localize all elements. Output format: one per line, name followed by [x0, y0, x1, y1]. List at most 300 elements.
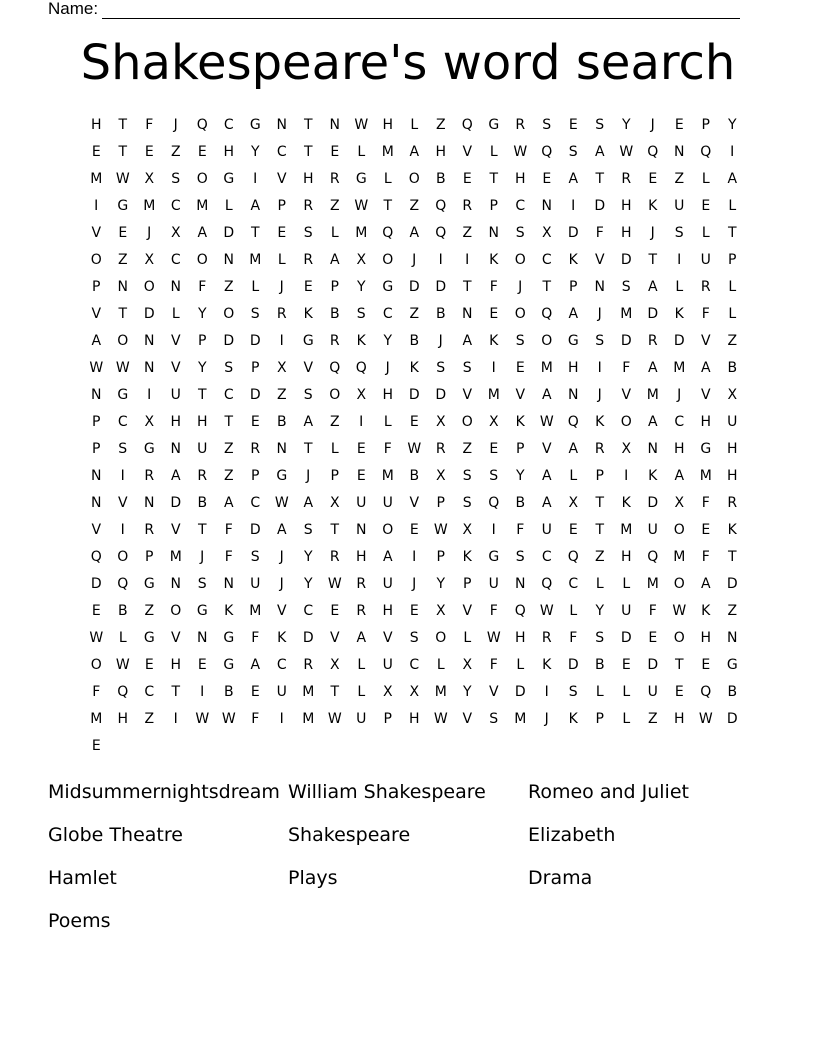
grid-letter[interactable]: S: [171, 171, 181, 187]
grid-letter[interactable]: S: [303, 225, 313, 241]
grid-letter[interactable]: H: [726, 441, 738, 457]
grid-letter[interactable]: U: [674, 198, 685, 214]
grid-letter[interactable]: M: [673, 360, 686, 376]
grid-letter[interactable]: V: [621, 387, 632, 403]
grid-letter[interactable]: A: [250, 198, 261, 214]
grid-letter[interactable]: W: [221, 711, 236, 727]
grid-letter[interactable]: H: [196, 414, 208, 430]
grid-letter[interactable]: D: [567, 225, 579, 241]
grid-letter[interactable]: H: [673, 711, 685, 727]
grid-letter[interactable]: T: [118, 306, 128, 322]
grid-letter[interactable]: L: [277, 252, 286, 268]
grid-letter[interactable]: N: [223, 252, 234, 268]
grid-letter[interactable]: B: [276, 414, 287, 430]
grid-letter[interactable]: U: [382, 576, 393, 592]
grid-letter[interactable]: H: [170, 657, 182, 673]
grid-letter[interactable]: L: [357, 144, 366, 160]
grid-letter[interactable]: Q: [647, 144, 659, 160]
grid-letter[interactable]: E: [144, 657, 154, 673]
grid-letter[interactable]: S: [250, 306, 260, 322]
grid-letter[interactable]: E: [330, 603, 340, 619]
grid-letter[interactable]: M: [673, 549, 686, 565]
grid-letter[interactable]: G: [143, 576, 155, 592]
grid-letter[interactable]: X: [674, 495, 685, 511]
grid-letter[interactable]: M: [646, 576, 659, 592]
grid-letter[interactable]: V: [170, 630, 181, 646]
grid-letter[interactable]: O: [143, 279, 155, 295]
grid-letter[interactable]: S: [621, 279, 631, 295]
grid-letter[interactable]: E: [674, 684, 684, 700]
grid-letter[interactable]: T: [674, 657, 684, 673]
grid-letter[interactable]: N: [674, 144, 685, 160]
grid-letter[interactable]: V: [91, 225, 102, 241]
grid-letter[interactable]: T: [462, 279, 472, 295]
grid-letter[interactable]: E: [91, 603, 101, 619]
grid-letter[interactable]: X: [329, 657, 340, 673]
grid-letter[interactable]: O: [223, 306, 235, 322]
grid-letter[interactable]: X: [488, 414, 499, 430]
grid-letter[interactable]: L: [224, 198, 233, 214]
grid-letter[interactable]: T: [727, 225, 737, 241]
grid-letter[interactable]: E: [462, 171, 472, 187]
grid-letter[interactable]: S: [489, 711, 499, 727]
grid-letter[interactable]: X: [144, 414, 155, 430]
grid-letter[interactable]: Y: [621, 117, 631, 133]
grid-letter[interactable]: D: [408, 279, 420, 295]
grid-letter[interactable]: F: [701, 306, 710, 322]
grid-letter[interactable]: P: [728, 252, 737, 268]
grid-letter[interactable]: E: [250, 414, 260, 430]
grid-letter[interactable]: O: [673, 576, 685, 592]
grid-letter[interactable]: D: [620, 252, 632, 268]
grid-letter[interactable]: I: [94, 198, 99, 214]
grid-letter[interactable]: Z: [223, 441, 234, 457]
grid-letter[interactable]: X: [356, 387, 367, 403]
grid-letter[interactable]: W: [115, 171, 130, 187]
grid-letter[interactable]: Y: [383, 333, 393, 349]
grid-letter[interactable]: F: [92, 684, 101, 700]
grid-letter[interactable]: Y: [197, 306, 207, 322]
grid-letter[interactable]: C: [568, 576, 579, 592]
grid-letter[interactable]: K: [595, 414, 605, 430]
grid-letter[interactable]: U: [541, 522, 552, 538]
grid-letter[interactable]: E: [648, 171, 658, 187]
grid-letter[interactable]: V: [462, 711, 473, 727]
grid-letter[interactable]: U: [356, 495, 367, 511]
grid-letter[interactable]: S: [462, 468, 472, 484]
grid-letter[interactable]: P: [595, 468, 604, 484]
grid-letter[interactable]: A: [250, 657, 261, 673]
grid-letter[interactable]: S: [224, 360, 234, 376]
grid-letter[interactable]: Y: [356, 279, 366, 295]
grid-letter[interactable]: O: [170, 603, 182, 619]
grid-letter[interactable]: V: [303, 360, 314, 376]
grid-letter[interactable]: J: [147, 225, 152, 241]
grid-letter[interactable]: E: [568, 117, 578, 133]
grid-letter[interactable]: W: [274, 495, 289, 511]
grid-letter[interactable]: M: [169, 549, 182, 565]
grid-letter[interactable]: A: [409, 144, 420, 160]
grid-letter[interactable]: P: [330, 279, 339, 295]
grid-letter[interactable]: B: [409, 468, 420, 484]
grid-letter[interactable]: E: [409, 603, 419, 619]
grid-letter[interactable]: Z: [409, 198, 420, 214]
grid-letter[interactable]: L: [595, 684, 604, 700]
grid-letter[interactable]: S: [356, 306, 366, 322]
grid-letter[interactable]: H: [700, 630, 712, 646]
grid-letter[interactable]: T: [595, 171, 605, 187]
grid-letter[interactable]: P: [92, 279, 101, 295]
grid-letter[interactable]: S: [568, 684, 578, 700]
grid-letter[interactable]: S: [595, 333, 605, 349]
grid-letter[interactable]: S: [303, 387, 313, 403]
grid-letter[interactable]: G: [196, 603, 208, 619]
grid-letter[interactable]: R: [647, 333, 658, 349]
grid-letter[interactable]: P: [701, 117, 710, 133]
grid-letter[interactable]: V: [462, 144, 473, 160]
grid-letter[interactable]: X: [356, 252, 367, 268]
grid-letter[interactable]: D: [90, 576, 102, 592]
grid-letter[interactable]: Y: [303, 576, 313, 592]
grid-letter[interactable]: N: [197, 630, 208, 646]
grid-letter[interactable]: V: [488, 684, 499, 700]
grid-letter[interactable]: M: [620, 522, 633, 538]
grid-letter[interactable]: R: [197, 468, 208, 484]
grid-letter[interactable]: G: [488, 117, 500, 133]
grid-letter[interactable]: K: [303, 306, 313, 322]
grid-letter[interactable]: E: [91, 144, 101, 160]
grid-letter[interactable]: U: [647, 522, 658, 538]
grid-letter[interactable]: I: [677, 252, 682, 268]
grid-letter[interactable]: K: [568, 711, 578, 727]
grid-letter[interactable]: R: [329, 333, 340, 349]
grid-letter[interactable]: I: [544, 684, 549, 700]
grid-letter[interactable]: M: [143, 198, 156, 214]
grid-letter[interactable]: C: [276, 144, 287, 160]
grid-letter[interactable]: J: [279, 279, 284, 295]
grid-letter[interactable]: M: [434, 684, 447, 700]
name-underline[interactable]: [102, 0, 740, 19]
grid-letter[interactable]: E: [409, 522, 419, 538]
grid-letter[interactable]: H: [355, 549, 367, 565]
grid-letter[interactable]: X: [727, 387, 738, 403]
grid-letter[interactable]: C: [170, 252, 181, 268]
grid-letter[interactable]: M: [90, 171, 103, 187]
grid-letter[interactable]: L: [383, 171, 392, 187]
grid-letter[interactable]: E: [118, 225, 128, 241]
grid-letter[interactable]: E: [409, 414, 419, 430]
grid-letter[interactable]: K: [568, 252, 578, 268]
grid-letter[interactable]: N: [170, 576, 181, 592]
grid-letter[interactable]: I: [279, 333, 284, 349]
grid-letter[interactable]: F: [198, 279, 207, 295]
grid-letter[interactable]: I: [279, 711, 284, 727]
grid-letter[interactable]: P: [92, 441, 101, 457]
grid-letter[interactable]: L: [463, 630, 472, 646]
grid-letter[interactable]: T: [595, 522, 605, 538]
grid-letter[interactable]: N: [117, 279, 128, 295]
grid-letter[interactable]: V: [276, 603, 287, 619]
grid-letter[interactable]: R: [276, 306, 287, 322]
grid-letter[interactable]: Q: [435, 225, 447, 241]
grid-letter[interactable]: L: [701, 225, 710, 241]
grid-letter[interactable]: K: [674, 306, 684, 322]
grid-letter[interactable]: J: [518, 279, 523, 295]
grid-letter[interactable]: Q: [196, 117, 208, 133]
grid-letter[interactable]: L: [595, 576, 604, 592]
grid-letter[interactable]: A: [568, 306, 579, 322]
grid-letter[interactable]: D: [726, 711, 738, 727]
grid-letter[interactable]: H: [170, 414, 182, 430]
grid-letter[interactable]: Q: [90, 549, 102, 565]
grid-letter[interactable]: W: [433, 522, 448, 538]
grid-letter[interactable]: E: [250, 684, 260, 700]
grid-letter[interactable]: D: [594, 198, 606, 214]
grid-letter[interactable]: Z: [276, 387, 287, 403]
grid-letter[interactable]: Q: [700, 684, 712, 700]
grid-letter[interactable]: K: [489, 252, 499, 268]
grid-letter[interactable]: D: [620, 630, 632, 646]
grid-letter[interactable]: N: [727, 630, 738, 646]
grid-letter[interactable]: G: [223, 657, 235, 673]
grid-letter[interactable]: J: [650, 117, 655, 133]
grid-letter[interactable]: E: [674, 117, 684, 133]
grid-letter[interactable]: D: [435, 387, 447, 403]
grid-letter[interactable]: U: [170, 387, 181, 403]
grid-letter[interactable]: W: [327, 711, 342, 727]
grid-letter[interactable]: T: [542, 279, 552, 295]
grid-letter[interactable]: E: [568, 522, 578, 538]
grid-letter[interactable]: D: [223, 333, 235, 349]
grid-letter[interactable]: M: [514, 711, 527, 727]
grid-letter[interactable]: W: [619, 144, 634, 160]
grid-letter[interactable]: S: [462, 360, 472, 376]
grid-letter[interactable]: Q: [488, 495, 500, 511]
grid-letter[interactable]: H: [435, 144, 447, 160]
grid-letter[interactable]: F: [516, 522, 525, 538]
grid-letter[interactable]: N: [488, 225, 499, 241]
grid-letter[interactable]: I: [359, 414, 364, 430]
grid-letter[interactable]: K: [489, 333, 499, 349]
grid-letter[interactable]: O: [461, 414, 473, 430]
grid-letter[interactable]: X: [144, 252, 155, 268]
grid-letter[interactable]: T: [303, 144, 313, 160]
grid-letter[interactable]: G: [302, 333, 314, 349]
grid-letter[interactable]: C: [144, 684, 155, 700]
grid-letter[interactable]: L: [516, 657, 525, 673]
grid-letter[interactable]: E: [91, 738, 101, 754]
grid-letter[interactable]: Q: [355, 360, 367, 376]
grid-letter[interactable]: Z: [727, 603, 738, 619]
grid-letter[interactable]: D: [302, 630, 314, 646]
grid-letter[interactable]: S: [462, 495, 472, 511]
grid-letter[interactable]: T: [224, 414, 234, 430]
grid-letter[interactable]: R: [303, 252, 314, 268]
grid-letter[interactable]: T: [383, 198, 393, 214]
grid-letter[interactable]: R: [621, 171, 632, 187]
grid-letter[interactable]: V: [382, 630, 393, 646]
grid-letter[interactable]: I: [730, 144, 735, 160]
grid-letter[interactable]: E: [542, 171, 552, 187]
grid-letter[interactable]: W: [354, 198, 369, 214]
grid-letter[interactable]: Q: [541, 144, 553, 160]
grid-letter[interactable]: V: [329, 630, 340, 646]
grid-letter[interactable]: S: [515, 333, 525, 349]
grid-letter[interactable]: A: [197, 225, 208, 241]
grid-letter[interactable]: L: [436, 657, 445, 673]
grid-letter[interactable]: A: [409, 225, 420, 241]
grid-letter[interactable]: D: [435, 279, 447, 295]
grid-letter[interactable]: N: [541, 198, 552, 214]
grid-letter[interactable]: R: [303, 198, 314, 214]
grid-letter[interactable]: N: [170, 441, 181, 457]
grid-letter[interactable]: H: [382, 117, 394, 133]
grid-letter[interactable]: F: [595, 225, 604, 241]
grid-letter[interactable]: F: [145, 117, 154, 133]
grid-letter[interactable]: V: [91, 306, 102, 322]
grid-letter[interactable]: D: [408, 387, 420, 403]
grid-letter[interactable]: O: [382, 522, 394, 538]
grid-letter[interactable]: S: [489, 468, 499, 484]
grid-letter[interactable]: E: [356, 441, 366, 457]
grid-letter[interactable]: X: [462, 522, 473, 538]
grid-letter[interactable]: S: [303, 522, 313, 538]
grid-letter[interactable]: P: [463, 576, 472, 592]
grid-letter[interactable]: Z: [727, 333, 738, 349]
grid-letter[interactable]: W: [89, 360, 104, 376]
grid-letter[interactable]: I: [120, 468, 125, 484]
grid-letter[interactable]: O: [117, 333, 129, 349]
grid-letter[interactable]: Q: [435, 198, 447, 214]
grid-letter[interactable]: Q: [382, 225, 394, 241]
grid-letter[interactable]: C: [276, 657, 287, 673]
grid-letter[interactable]: H: [408, 711, 420, 727]
grid-letter[interactable]: G: [726, 657, 738, 673]
grid-letter[interactable]: N: [91, 387, 102, 403]
grid-letter[interactable]: A: [541, 387, 552, 403]
grid-letter[interactable]: L: [489, 144, 498, 160]
grid-letter[interactable]: I: [571, 198, 576, 214]
grid-letter[interactable]: V: [170, 333, 181, 349]
grid-letter[interactable]: A: [700, 360, 711, 376]
grid-letter[interactable]: L: [728, 198, 737, 214]
grid-letter[interactable]: J: [650, 225, 655, 241]
grid-letter[interactable]: Z: [329, 198, 340, 214]
grid-letter[interactable]: X: [170, 225, 181, 241]
grid-letter[interactable]: O: [196, 252, 208, 268]
grid-letter[interactable]: E: [701, 522, 711, 538]
grid-letter[interactable]: U: [647, 684, 658, 700]
grid-letter[interactable]: Z: [144, 603, 155, 619]
grid-letter[interactable]: L: [701, 171, 710, 187]
grid-letter[interactable]: L: [569, 603, 578, 619]
grid-letter[interactable]: G: [143, 630, 155, 646]
grid-letter[interactable]: U: [356, 711, 367, 727]
grid-letter[interactable]: A: [356, 630, 367, 646]
grid-letter[interactable]: K: [224, 603, 234, 619]
grid-letter[interactable]: V: [409, 495, 420, 511]
grid-letter[interactable]: A: [91, 333, 102, 349]
grid-letter[interactable]: N: [329, 117, 340, 133]
grid-letter[interactable]: T: [171, 684, 181, 700]
grid-letter[interactable]: G: [567, 333, 579, 349]
grid-letter[interactable]: M: [355, 225, 368, 241]
grid-letter[interactable]: W: [539, 603, 554, 619]
grid-letter[interactable]: R: [462, 198, 473, 214]
grid-letter[interactable]: P: [145, 549, 154, 565]
grid-letter[interactable]: H: [514, 171, 526, 187]
grid-letter[interactable]: G: [700, 441, 712, 457]
grid-letter[interactable]: K: [277, 630, 287, 646]
grid-letter[interactable]: U: [727, 414, 738, 430]
grid-letter[interactable]: S: [542, 117, 552, 133]
grid-letter[interactable]: W: [195, 711, 210, 727]
grid-letter[interactable]: W: [486, 630, 501, 646]
grid-letter[interactable]: E: [621, 657, 631, 673]
grid-letter[interactable]: C: [515, 198, 526, 214]
grid-letter[interactable]: H: [382, 603, 394, 619]
grid-letter[interactable]: P: [277, 198, 286, 214]
grid-letter[interactable]: C: [117, 414, 128, 430]
grid-letter[interactable]: Z: [329, 414, 340, 430]
grid-letter[interactable]: T: [197, 522, 207, 538]
grid-letter[interactable]: I: [412, 549, 417, 565]
grid-letter[interactable]: Y: [727, 117, 737, 133]
grid-letter[interactable]: R: [329, 171, 340, 187]
grid-letter[interactable]: Z: [674, 171, 685, 187]
grid-letter[interactable]: A: [647, 414, 658, 430]
grid-letter[interactable]: M: [620, 306, 633, 322]
grid-letter[interactable]: O: [673, 630, 685, 646]
grid-letter[interactable]: R: [727, 495, 738, 511]
grid-letter[interactable]: S: [250, 549, 260, 565]
grid-letter[interactable]: R: [700, 279, 711, 295]
grid-letter[interactable]: Y: [515, 468, 525, 484]
grid-letter[interactable]: I: [120, 522, 125, 538]
grid-letter[interactable]: P: [198, 333, 207, 349]
grid-letter[interactable]: G: [117, 387, 129, 403]
grid-letter[interactable]: N: [594, 279, 605, 295]
grid-letter[interactable]: Z: [594, 549, 605, 565]
grid-letter[interactable]: Z: [117, 252, 128, 268]
grid-letter[interactable]: Y: [303, 549, 313, 565]
grid-letter[interactable]: E: [489, 441, 499, 457]
grid-letter[interactable]: Z: [435, 117, 446, 133]
grid-letter[interactable]: V: [170, 360, 181, 376]
grid-letter[interactable]: K: [648, 468, 658, 484]
grid-letter[interactable]: D: [249, 387, 261, 403]
grid-letter[interactable]: M: [196, 198, 209, 214]
grid-letter[interactable]: O: [196, 171, 208, 187]
grid-letter[interactable]: E: [277, 225, 287, 241]
grid-letter[interactable]: W: [672, 603, 687, 619]
grid-letter[interactable]: V: [170, 522, 181, 538]
grid-letter[interactable]: J: [200, 549, 205, 565]
grid-letter[interactable]: P: [516, 441, 525, 457]
grid-letter[interactable]: J: [279, 549, 284, 565]
grid-letter[interactable]: G: [117, 198, 129, 214]
grid-letter[interactable]: H: [382, 387, 394, 403]
grid-letter[interactable]: Q: [541, 306, 553, 322]
grid-letter[interactable]: Y: [250, 144, 260, 160]
grid-letter[interactable]: P: [436, 549, 445, 565]
grid-letter[interactable]: H: [620, 225, 632, 241]
grid-letter[interactable]: D: [647, 495, 659, 511]
grid-letter[interactable]: F: [489, 603, 498, 619]
grid-letter[interactable]: O: [514, 252, 526, 268]
grid-letter[interactable]: T: [330, 522, 340, 538]
grid-letter[interactable]: O: [620, 414, 632, 430]
